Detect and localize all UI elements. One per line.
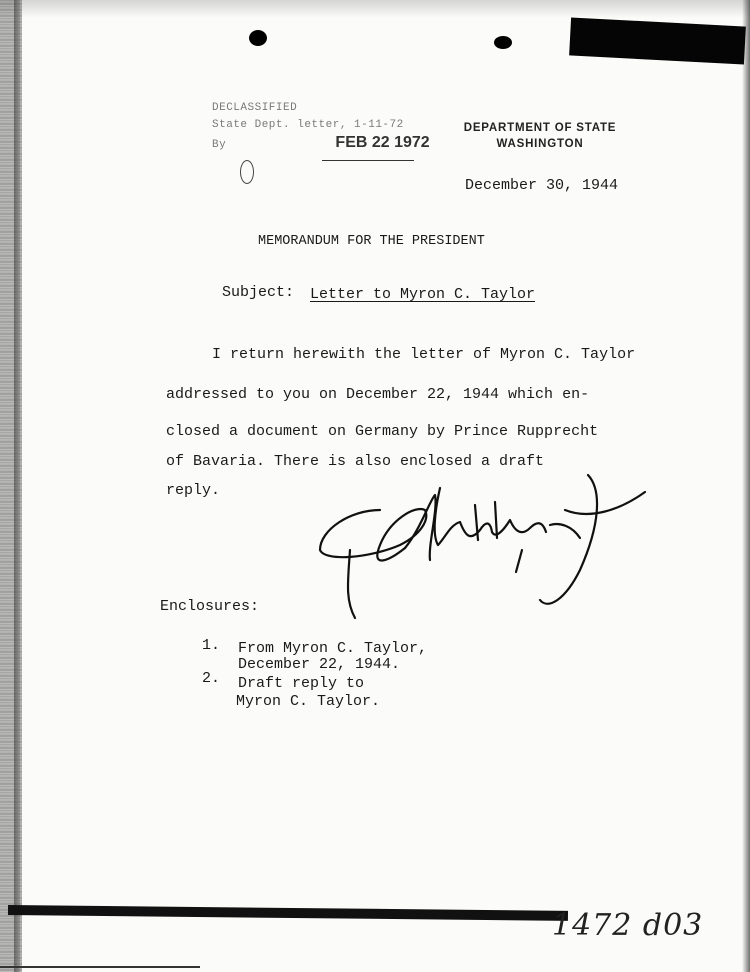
redaction-block bbox=[569, 17, 746, 64]
body-line: I return herewith the letter of Myron C. Taylor bbox=[212, 346, 636, 363]
stamp-date: FEB 22 1972 bbox=[335, 134, 430, 151]
scan-edge-right bbox=[742, 0, 750, 972]
scan-edge-top bbox=[0, 0, 750, 18]
punch-hole-right bbox=[494, 36, 512, 49]
subject-label: Subject: bbox=[222, 284, 295, 301]
stamp-by: By bbox=[212, 139, 227, 151]
scan-edge-left-shadow bbox=[14, 0, 20, 972]
enclosure-line: December 22, 1944. bbox=[238, 656, 401, 673]
letterhead-department: DEPARTMENT OF STATE bbox=[463, 122, 617, 134]
body-line: of Bavaria. There is also enclosed a draft bbox=[166, 453, 545, 470]
enclosure-number: 2. bbox=[202, 670, 221, 687]
declassification-stamp bbox=[212, 100, 430, 154]
subject-text: Letter to Myron C. Taylor bbox=[310, 286, 536, 303]
stamp-line-1: DECLASSIFIED bbox=[212, 102, 298, 114]
handwritten-file-number: 1472 d03 bbox=[552, 908, 704, 943]
letterhead-city: WASHINGTON bbox=[496, 138, 584, 150]
stamp-date-underline bbox=[322, 160, 414, 161]
handwritten-mark bbox=[240, 160, 254, 184]
punch-hole-left bbox=[249, 30, 267, 46]
body-line: closed a document on Germany by Prince Rupprecht bbox=[166, 423, 599, 440]
enclosure-line: From Myron C. Taylor, bbox=[238, 640, 428, 657]
body-line: reply. bbox=[166, 482, 221, 499]
stamp-line-2: State Dept. letter, 1-11-72 bbox=[212, 119, 404, 131]
body-line: addressed to you on December 22, 1944 which en- bbox=[166, 386, 590, 403]
memo-title: MEMORANDUM FOR THE PRESIDENT bbox=[258, 234, 485, 249]
memo-date: December 30, 1944 bbox=[465, 177, 619, 194]
letterhead bbox=[445, 120, 635, 152]
enclosures-label: Enclosures: bbox=[160, 598, 260, 615]
enclosure-line: Draft reply to bbox=[238, 675, 365, 692]
enclosure-number: 1. bbox=[202, 637, 221, 654]
scan-bottom-edge bbox=[8, 905, 568, 921]
handwritten-signature bbox=[310, 450, 650, 620]
enclosure-line: Myron C. Taylor. bbox=[236, 693, 381, 710]
scan-bottom-line bbox=[0, 966, 200, 968]
